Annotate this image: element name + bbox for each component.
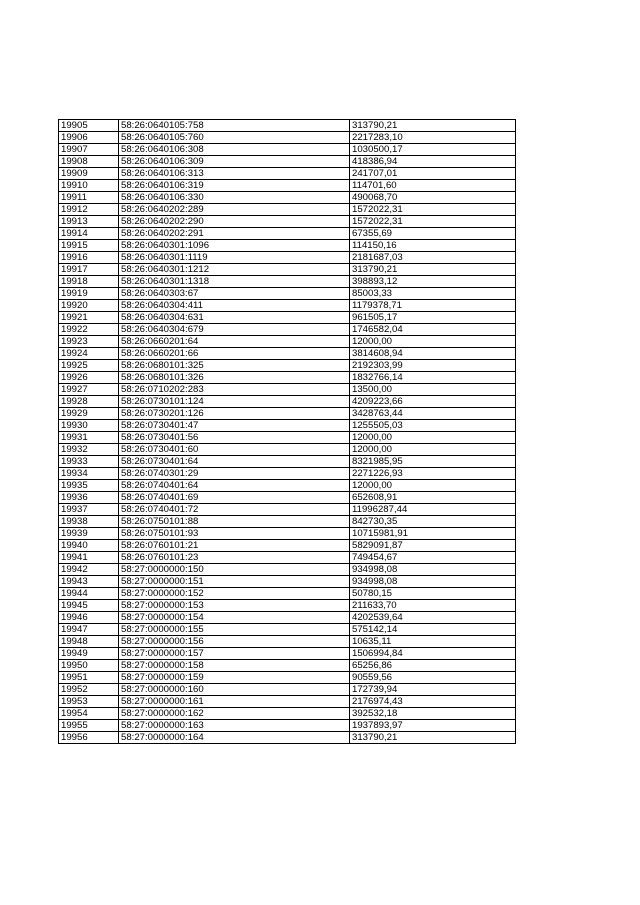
value-cell: 172739,94 (350, 684, 516, 696)
value-cell: 961505,17 (350, 312, 516, 324)
cadastral-number-cell: 58:27:0000000:159 (119, 672, 350, 684)
value-cell: 1832766,14 (350, 372, 516, 384)
value-cell: 2271226,93 (350, 468, 516, 480)
value-cell: 313790,21 (350, 264, 516, 276)
cadastral-number-cell: 58:26:0750101:93 (119, 528, 350, 540)
row-number-cell: 19953 (59, 696, 119, 708)
row-number-cell: 19912 (59, 204, 119, 216)
cadastral-number-cell: 58:26:0660201:66 (119, 348, 350, 360)
cadastral-number-cell: 58:26:0640106:330 (119, 192, 350, 204)
cadastral-number-cell: 58:27:0000000:156 (119, 636, 350, 648)
table-row (59, 420, 516, 432)
row-number-cell: 19916 (59, 252, 119, 264)
value-cell: 12000,00 (350, 432, 516, 444)
value-cell: 12000,00 (350, 336, 516, 348)
row-number-cell: 19926 (59, 372, 119, 384)
table-row (59, 228, 516, 240)
cadastral-number-cell: 58:26:0740401:69 (119, 492, 350, 504)
value-cell: 652608,91 (350, 492, 516, 504)
table-row (59, 672, 516, 684)
table-row (59, 708, 516, 720)
table-row (59, 384, 516, 396)
row-number-cell: 19954 (59, 708, 119, 720)
cadastral-number-cell: 58:26:0680101:326 (119, 372, 350, 384)
table-row (59, 444, 516, 456)
table-row (59, 660, 516, 672)
table-row (59, 396, 516, 408)
row-number-cell: 19927 (59, 384, 119, 396)
table-row (59, 348, 516, 360)
cadastral-number-cell: 58:26:0640301:1119 (119, 252, 350, 264)
cadastral-number-cell: 58:26:0730401:47 (119, 420, 350, 432)
cadastral-number-cell: 58:26:0740401:72 (119, 504, 350, 516)
cadastral-number-cell: 58:27:0000000:163 (119, 720, 350, 732)
value-cell: 2192303,99 (350, 360, 516, 372)
table-row (59, 168, 516, 180)
value-cell: 241707,01 (350, 168, 516, 180)
table-row (59, 552, 516, 564)
cadastral-number-cell: 58:26:0730201:126 (119, 408, 350, 420)
row-number-cell: 19923 (59, 336, 119, 348)
cadastral-number-cell: 58:27:0000000:155 (119, 624, 350, 636)
cadastral-number-cell: 58:26:0760101:21 (119, 540, 350, 552)
value-cell: 114150,16 (350, 240, 516, 252)
cadastral-number-cell: 58:26:0730401:56 (119, 432, 350, 444)
cadastral-number-cell: 58:27:0000000:154 (119, 612, 350, 624)
table-row (59, 480, 516, 492)
cadastral-number-cell: 58:26:0640303:67 (119, 288, 350, 300)
row-number-cell: 19942 (59, 564, 119, 576)
cadastral-number-cell: 58:26:0640202:289 (119, 204, 350, 216)
cadastral-number-cell: 58:26:0710202:283 (119, 384, 350, 396)
table-row (59, 336, 516, 348)
cadastral-number-cell: 58:27:0000000:161 (119, 696, 350, 708)
value-cell: 3814608,94 (350, 348, 516, 360)
row-number-cell: 19948 (59, 636, 119, 648)
table-row (59, 564, 516, 576)
table-row (59, 144, 516, 156)
table-row (59, 432, 516, 444)
row-number-cell: 19908 (59, 156, 119, 168)
cadastral-number-cell: 58:26:0730401:60 (119, 444, 350, 456)
value-cell: 1506994,84 (350, 648, 516, 660)
value-cell: 934998,08 (350, 564, 516, 576)
cadastral-number-cell: 58:27:0000000:160 (119, 684, 350, 696)
table-row (59, 288, 516, 300)
row-number-cell: 19931 (59, 432, 119, 444)
cadastral-number-cell: 58:27:0000000:152 (119, 588, 350, 600)
row-number-cell: 19952 (59, 684, 119, 696)
row-number-cell: 19939 (59, 528, 119, 540)
row-number-cell: 19930 (59, 420, 119, 432)
value-cell: 67355,69 (350, 228, 516, 240)
table-row (59, 408, 516, 420)
table-row (59, 696, 516, 708)
cadastral-number-cell: 58:26:0640105:760 (119, 132, 350, 144)
table-row (59, 156, 516, 168)
value-cell: 1572022,31 (350, 204, 516, 216)
table-row (59, 624, 516, 636)
value-cell: 313790,21 (350, 732, 516, 744)
cadastral-number-cell: 58:26:0640301:1096 (119, 240, 350, 252)
cadastral-number-cell: 58:27:0000000:153 (119, 600, 350, 612)
table-row (59, 540, 516, 552)
row-number-cell: 19917 (59, 264, 119, 276)
row-number-cell: 19938 (59, 516, 119, 528)
table-row (59, 588, 516, 600)
table-row (59, 204, 516, 216)
cadastral-number-cell: 58:26:0740301:29 (119, 468, 350, 480)
data-table (58, 119, 516, 744)
value-cell: 4202539,64 (350, 612, 516, 624)
value-cell: 490068,70 (350, 192, 516, 204)
row-number-cell: 19955 (59, 720, 119, 732)
table-row (59, 516, 516, 528)
row-number-cell: 19919 (59, 288, 119, 300)
row-number-cell: 19925 (59, 360, 119, 372)
table-row (59, 180, 516, 192)
cadastral-number-cell: 58:26:0640304:631 (119, 312, 350, 324)
row-number-cell: 19943 (59, 576, 119, 588)
row-number-cell: 19928 (59, 396, 119, 408)
table-row (59, 600, 516, 612)
row-number-cell: 19944 (59, 588, 119, 600)
value-cell: 2176974,43 (350, 696, 516, 708)
value-cell: 934998,08 (350, 576, 516, 588)
row-number-cell: 19941 (59, 552, 119, 564)
table-row (59, 504, 516, 516)
cadastral-number-cell: 58:27:0000000:162 (119, 708, 350, 720)
table-row (59, 276, 516, 288)
value-cell: 90559,56 (350, 672, 516, 684)
cadastral-number-cell: 58:27:0000000:150 (119, 564, 350, 576)
table-row (59, 120, 516, 132)
value-cell: 11996287,44 (350, 504, 516, 516)
table-row (59, 636, 516, 648)
value-cell: 12000,00 (350, 480, 516, 492)
value-cell: 1937893,97 (350, 720, 516, 732)
row-number-cell: 19935 (59, 480, 119, 492)
value-cell: 575142,14 (350, 624, 516, 636)
cadastral-number-cell: 58:26:0640304:679 (119, 324, 350, 336)
row-number-cell: 19909 (59, 168, 119, 180)
cadastral-number-cell: 58:26:0640304:411 (119, 300, 350, 312)
row-number-cell: 19913 (59, 216, 119, 228)
cadastral-number-cell: 58:26:0640301:1212 (119, 264, 350, 276)
row-number-cell: 19915 (59, 240, 119, 252)
table-row (59, 216, 516, 228)
value-cell: 1030500,17 (350, 144, 516, 156)
value-cell: 2181687,03 (350, 252, 516, 264)
row-number-cell: 19949 (59, 648, 119, 660)
value-cell: 5829091,87 (350, 540, 516, 552)
table-body (59, 120, 516, 744)
value-cell: 392532,18 (350, 708, 516, 720)
table-row (59, 264, 516, 276)
cadastral-number-cell: 58:26:0680101:325 (119, 360, 350, 372)
cadastral-number-cell: 58:26:0640106:308 (119, 144, 350, 156)
value-cell: 418386,94 (350, 156, 516, 168)
table-row (59, 240, 516, 252)
value-cell: 211633,70 (350, 600, 516, 612)
row-number-cell: 19921 (59, 312, 119, 324)
table-row (59, 456, 516, 468)
row-number-cell: 19936 (59, 492, 119, 504)
row-number-cell: 19933 (59, 456, 119, 468)
value-cell: 114701,60 (350, 180, 516, 192)
value-cell: 1746582,04 (350, 324, 516, 336)
cadastral-number-cell: 58:26:0640106:309 (119, 156, 350, 168)
row-number-cell: 19946 (59, 612, 119, 624)
cadastral-number-cell: 58:27:0000000:164 (119, 732, 350, 744)
value-cell: 842730,35 (350, 516, 516, 528)
row-number-cell: 19905 (59, 120, 119, 132)
row-number-cell: 19937 (59, 504, 119, 516)
value-cell: 65256,86 (350, 660, 516, 672)
row-number-cell: 19932 (59, 444, 119, 456)
cadastral-number-cell: 58:27:0000000:151 (119, 576, 350, 588)
value-cell: 50780,15 (350, 588, 516, 600)
table-row (59, 300, 516, 312)
row-number-cell: 19934 (59, 468, 119, 480)
table-row (59, 612, 516, 624)
row-number-cell: 19940 (59, 540, 119, 552)
table-row (59, 528, 516, 540)
table-row (59, 132, 516, 144)
row-number-cell: 19922 (59, 324, 119, 336)
row-number-cell: 19920 (59, 300, 119, 312)
value-cell: 4209223,66 (350, 396, 516, 408)
table-row (59, 720, 516, 732)
value-cell: 1572022,31 (350, 216, 516, 228)
row-number-cell: 19918 (59, 276, 119, 288)
value-cell: 10635,11 (350, 636, 516, 648)
cadastral-number-cell: 58:27:0000000:157 (119, 648, 350, 660)
cadastral-number-cell: 58:26:0760101:23 (119, 552, 350, 564)
value-cell: 1255505,03 (350, 420, 516, 432)
row-number-cell: 19947 (59, 624, 119, 636)
value-cell: 8321985,95 (350, 456, 516, 468)
value-cell: 85003,33 (350, 288, 516, 300)
value-cell: 749454,67 (350, 552, 516, 564)
table-row (59, 312, 516, 324)
value-cell: 1179378,71 (350, 300, 516, 312)
value-cell: 313790,21 (350, 120, 516, 132)
value-cell: 10715981,91 (350, 528, 516, 540)
cadastral-number-cell: 58:26:0640105:758 (119, 120, 350, 132)
table-row (59, 732, 516, 744)
value-cell: 3428763,44 (350, 408, 516, 420)
row-number-cell: 19907 (59, 144, 119, 156)
table-row (59, 192, 516, 204)
row-number-cell: 19951 (59, 672, 119, 684)
row-number-cell: 19910 (59, 180, 119, 192)
table-row (59, 468, 516, 480)
row-number-cell: 19956 (59, 732, 119, 744)
cadastral-number-cell: 58:26:0730101:124 (119, 396, 350, 408)
row-number-cell: 19945 (59, 600, 119, 612)
row-number-cell: 19906 (59, 132, 119, 144)
cadastral-number-cell: 58:26:0730401:64 (119, 456, 350, 468)
cadastral-number-cell: 58:26:0640301:1318 (119, 276, 350, 288)
table-row (59, 372, 516, 384)
row-number-cell: 19911 (59, 192, 119, 204)
cadastral-number-cell: 58:26:0740401:64 (119, 480, 350, 492)
value-cell: 2217283,10 (350, 132, 516, 144)
row-number-cell: 19950 (59, 660, 119, 672)
cadastral-number-cell: 58:26:0640202:291 (119, 228, 350, 240)
cadastral-number-cell: 58:26:0640202:290 (119, 216, 350, 228)
cadastral-number-cell: 58:26:0640106:319 (119, 180, 350, 192)
value-cell: 398893,12 (350, 276, 516, 288)
row-number-cell: 19914 (59, 228, 119, 240)
table-row (59, 360, 516, 372)
table-row (59, 648, 516, 660)
table-row (59, 684, 516, 696)
row-number-cell: 19929 (59, 408, 119, 420)
value-cell: 12000,00 (350, 444, 516, 456)
cadastral-number-cell: 58:26:0660201:64 (119, 336, 350, 348)
table-row (59, 324, 516, 336)
table-row (59, 492, 516, 504)
cadastral-number-cell: 58:26:0750101:88 (119, 516, 350, 528)
table-row (59, 252, 516, 264)
row-number-cell: 19924 (59, 348, 119, 360)
cadastral-number-cell: 58:26:0640106:313 (119, 168, 350, 180)
value-cell: 13500,00 (350, 384, 516, 396)
table-row (59, 576, 516, 588)
cadastral-number-cell: 58:27:0000000:158 (119, 660, 350, 672)
